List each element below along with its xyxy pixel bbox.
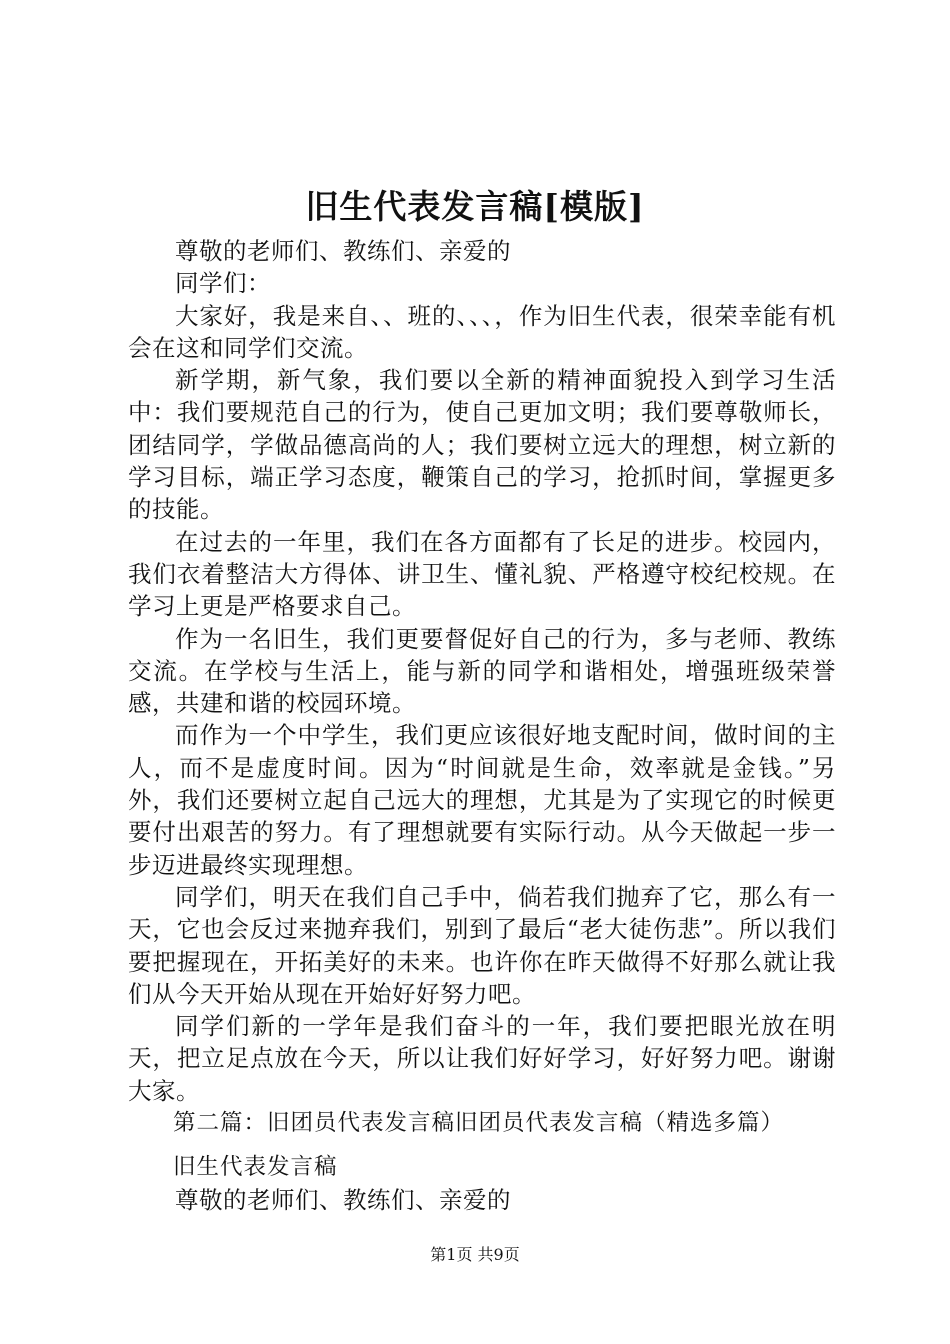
document-title: 旧生代表发言稿[模版]: [305, 187, 645, 226]
body-paragraph: 作为一名旧生，我们更要督促好自己的行为，多与老师、教练交流。在学校与生活上，能与新的同学和谐相处，增强班级荣誉感，共建和谐的校园环境。: [128, 624, 836, 718]
body-paragraph: 同学们，明天在我们自己手中，倘若我们抛弃了它，那么有一天，它也会反过来抛弃我们，别到了最后“老大徒伤悲”。所以我们要把握现在，开拓美好的未来。也许你在昨天做得不好那么就让我们从今天开始从现在开始好好努力吧。: [128, 882, 836, 1008]
salutation-line-2: 同学们：: [175, 269, 271, 298]
salutation-line-1: 尊敬的老师们、教练们、亲爱的: [175, 237, 511, 265]
document-body: [128, 235, 836, 1216]
body-paragraph: 而作为一个中学生，我们更应该很好地支配时间，做时间的主人，而不是虚度时间。因为“时间就是生命，效率就是金钱。”另外，我们还要树立起自己远大的理想，尤其是为了实现它的时候更要付出艰苦的努力。有了理想就要有实际行动。从今天做起一步一步迈进最终实现理想。: [128, 721, 836, 879]
subsection-title: 旧生代表发言稿: [173, 1154, 338, 1181]
body-paragraph: 大家好，我是来自、、班的、、、，作为旧生代表，很荣幸能有机会在这和同学们交流。: [128, 301, 836, 362]
body-paragraph: 新学期，新气象，我们要以全新的精神面貌投入到学习生活中：我们要规范自己的行为，使自己更加文明；我们要尊敬师长，团结同学，学做品德高尚的人；我们要树立远大的理想，树立新的学习目标，端正学习态度，鞭策自己的学习，抢抓时间，掌握更多的技能。: [128, 366, 836, 524]
salutation-line-repeat: 尊敬的老师们、教练们、亲爱的: [175, 1185, 511, 1214]
body-paragraph: 同学们新的一学年是我们奋斗的一年，我们要把眼光放在明天，把立足点放在今天，所以让我们好好学习，好好努力吧。谢谢大家。: [128, 1012, 836, 1105]
body-paragraph: 在过去的一年里，我们在各方面都有了长足的进步。校园内，我们衣着整洁大方得体、讲卫生、懂礼貌、严格遵守校纪校规。在学习上更是严格要求自己。: [128, 527, 836, 621]
page-indicator: 第1页 共9页: [430, 1245, 520, 1264]
section-heading: 第二篇：旧团员代表发言稿旧团员代表发言稿（精选多篇）: [173, 1110, 785, 1137]
